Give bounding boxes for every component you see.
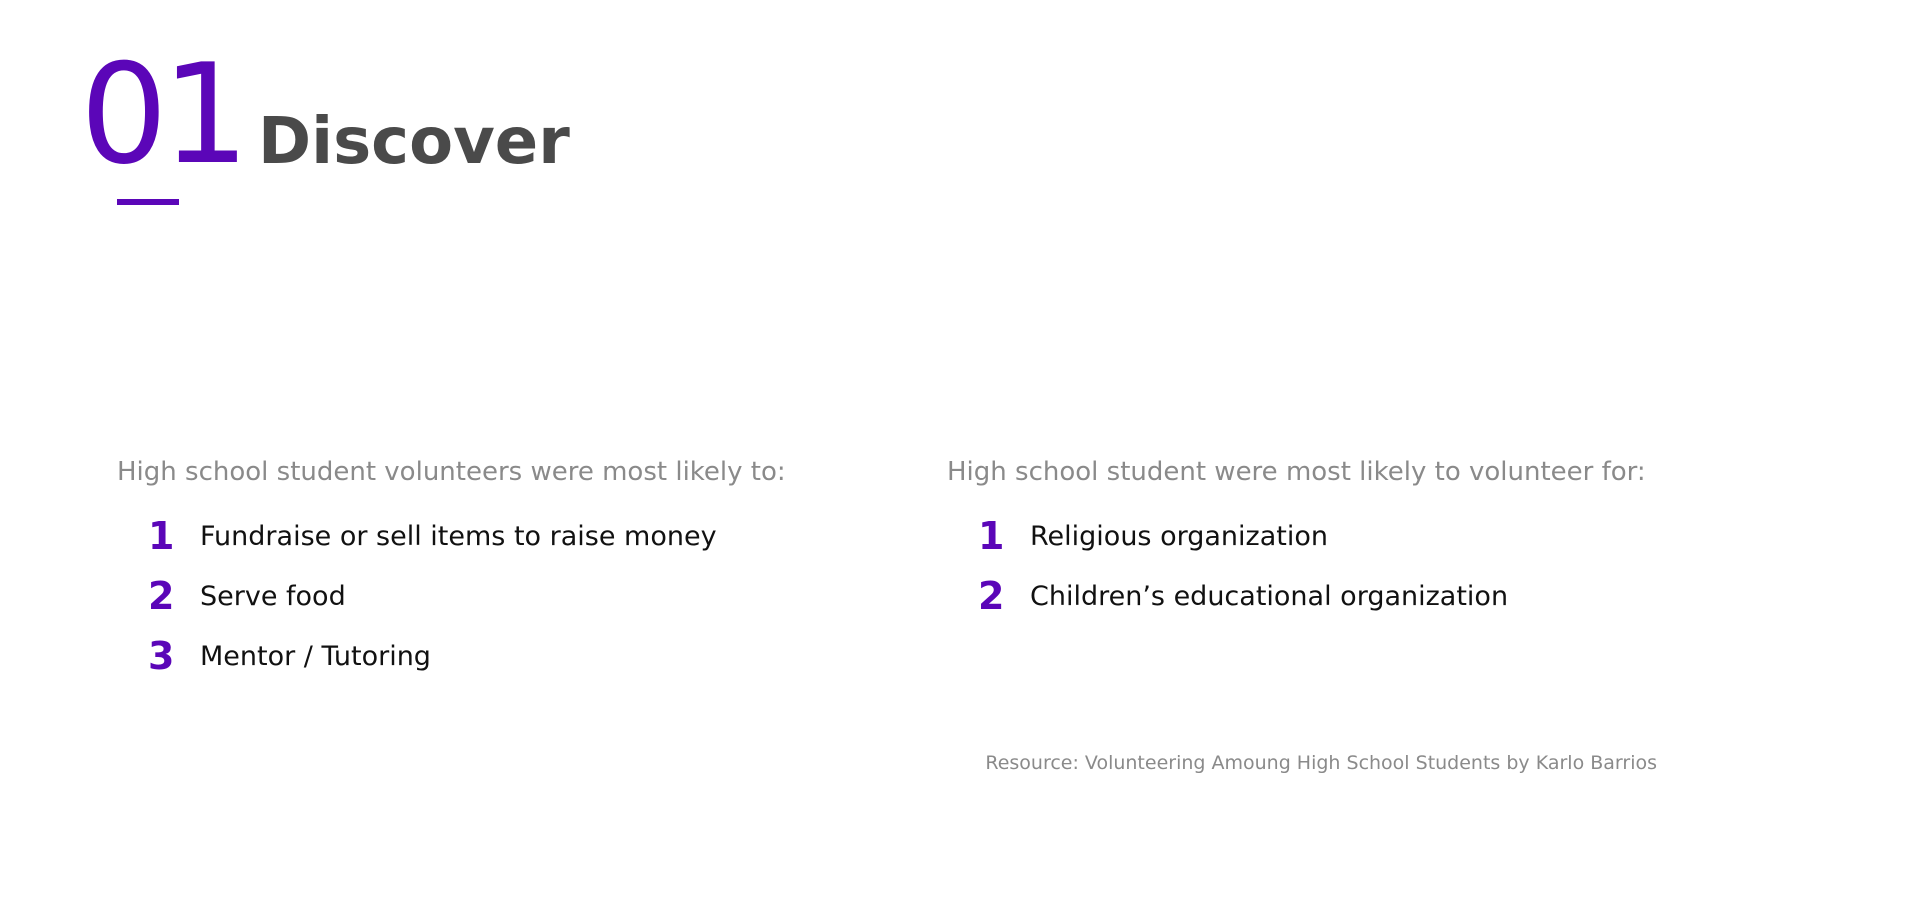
list-item: [947, 506, 1707, 566]
list-item: [117, 506, 897, 566]
activities-list: [117, 506, 897, 686]
list-item: [947, 566, 1707, 626]
rank-label: Fundraise or sell items to raise money: [200, 520, 717, 552]
rank-label: Children’s educational organization: [1030, 580, 1509, 612]
organizations-heading: High school student were most likely to volunteer for:: [947, 457, 1646, 487]
section-title: Discover: [258, 105, 570, 179]
organizations-list: [947, 506, 1707, 626]
organizations-column: [947, 452, 1707, 626]
rank-number: 1: [148, 514, 175, 558]
rank-number: 2: [978, 574, 1005, 618]
rank-label: Serve food: [200, 580, 346, 612]
rank-number: 2: [148, 574, 175, 618]
source-citation: Resource: Volunteering Amoung High School Students by Karlo Barrios: [985, 752, 1657, 774]
rank-number: 1: [978, 514, 1005, 558]
rank-label: Mentor / Tutoring: [200, 640, 431, 672]
activities-heading: High school student volunteers were most likely to:: [117, 457, 786, 487]
rank-label: Religious organization: [1030, 520, 1328, 552]
section-underline: [117, 199, 179, 205]
list-item: [117, 626, 897, 686]
section-number: 01: [80, 34, 244, 195]
list-item: [117, 566, 897, 626]
activities-column: [117, 452, 897, 686]
rank-number: 3: [148, 634, 175, 678]
